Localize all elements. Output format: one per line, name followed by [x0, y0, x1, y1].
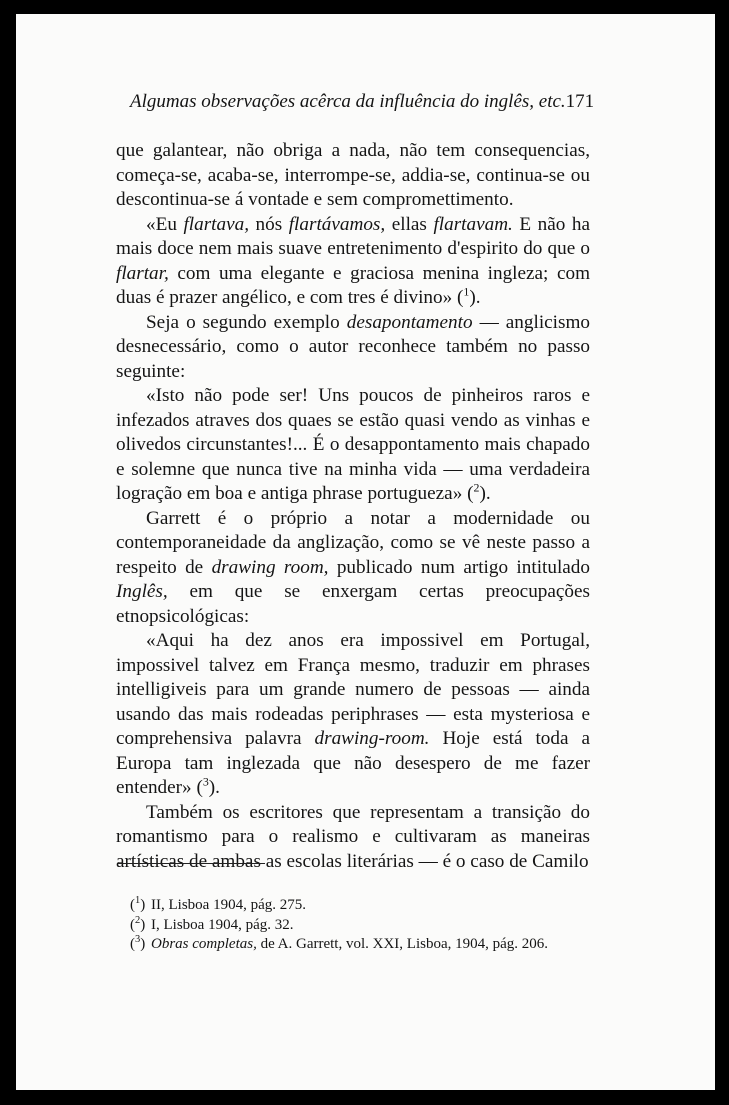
footnote-reference: 2: [473, 480, 480, 495]
paragraph: [116, 384, 590, 507]
italic-text: drawing room,: [211, 556, 329, 578]
footnote-reference: 3: [202, 774, 209, 789]
text-run: em que se enxergam certas preocupações etnopsicológicas:: [116, 581, 590, 627]
text-run: «Aqui ha dez anos era impossivel em Portugal, impossivel talvez em França mesmo, traduzir em phrases intelligiveis para um grande numero de pessoas — ainda usando das mais rodeadas periphrases — esta mysteriosa e comprehensiva palavra: [116, 630, 590, 749]
footnote-separator: [118, 863, 265, 864]
book-page: [16, 14, 715, 1090]
text-run: «Isto não pode ser! Uns poucos de pinheiros raros e infezados atraves dos quaes se estão quasi vendo as vinhas e olivedos circunstantes!... É o desappontamento mais chapado e solemne que nunca tive na minha vida — uma verdadeira logração em boa e antiga phrase portugueza» (: [116, 385, 590, 504]
italic-text: Obras completas,: [151, 936, 257, 952]
text-run: ellas: [385, 213, 434, 235]
text-run: publicado num artigo intitulado: [328, 556, 590, 578]
body-text: [116, 139, 590, 874]
text-run: «Eu: [146, 213, 184, 235]
italic-text: flartar,: [116, 262, 169, 284]
footnotes: [130, 896, 600, 955]
text-run: nós: [249, 213, 289, 235]
text-run: E não ha mais doce nem mais suave entretenimento d'espirito do que o: [116, 213, 590, 259]
italic-text: drawing-room.: [314, 728, 430, 749]
footnote-number: ($^2$): [130, 914, 146, 933]
paragraph: [116, 507, 590, 630]
text-run: ).: [208, 777, 220, 798]
footnote-mark: 2: [135, 914, 141, 926]
text-run: Garrett é o próprio a notar a modernidade ou contemporaneidade da anglização, como se vê neste passo a respeito de: [116, 507, 590, 578]
page-number: 171: [565, 91, 595, 112]
text-run: Também os escritores que representam a transição do romantismo para o realismo e cultivaram as maneiras artísticas de ambas as escolas literárias — é o caso de Camilo: [116, 801, 590, 872]
footnote: [130, 896, 600, 916]
footnote-reference: 1: [463, 284, 470, 299]
footnote-mark: 1: [135, 895, 141, 906]
text-run: que galantear, não obriga a nada, não tem consequencias, começa-se, acaba-se, interrompe-se, addia-se, continua-se ou descontinua-se á vontade e sem compromettimento.: [116, 140, 590, 210]
italic-text: flartávamos,: [288, 213, 386, 235]
italic-text: Inglês,: [116, 581, 168, 602]
text-run: — anglicismo desnecessário, como o autor reconhece também no passo seguinte:: [116, 311, 590, 382]
paragraph: [116, 311, 590, 385]
italic-text: flartava,: [183, 213, 249, 235]
paragraph: [116, 139, 590, 213]
text-run: ).: [479, 483, 491, 504]
text-run: I, Lisboa 1904, pág. 32.: [151, 916, 294, 933]
text-run: de A. Garrett, vol. XXI, Lisboa, 1904, pág. 206.: [256, 936, 549, 952]
italic-text: desapontamento: [346, 311, 473, 333]
text-run: Hoje está toda a Europa tam inglezada que não desespero de me fazer entender» (: [116, 728, 590, 798]
footnote: [130, 935, 600, 955]
running-header: [130, 90, 595, 114]
running-title: Algumas observações acêrca da influência do inglês, etc.: [130, 91, 566, 112]
footnote: [130, 916, 600, 936]
text-run: Seja o segundo exemplo: [146, 311, 347, 333]
footnote-number: ($^1$): [130, 895, 146, 913]
footnote-mark: 3: [135, 934, 141, 945]
text-run: com uma elegante e graciosa menina ingleza; com duas é prazer angélico, e com tres é divino» (: [116, 262, 590, 308]
text-run: ).: [469, 287, 481, 308]
footnote-number: ($^3$): [130, 934, 146, 952]
paragraph: [116, 629, 590, 801]
italic-text: flartavam.: [433, 213, 513, 235]
text-run: II, Lisboa 1904, pág. 275.: [151, 897, 306, 913]
paragraph: [116, 213, 590, 311]
